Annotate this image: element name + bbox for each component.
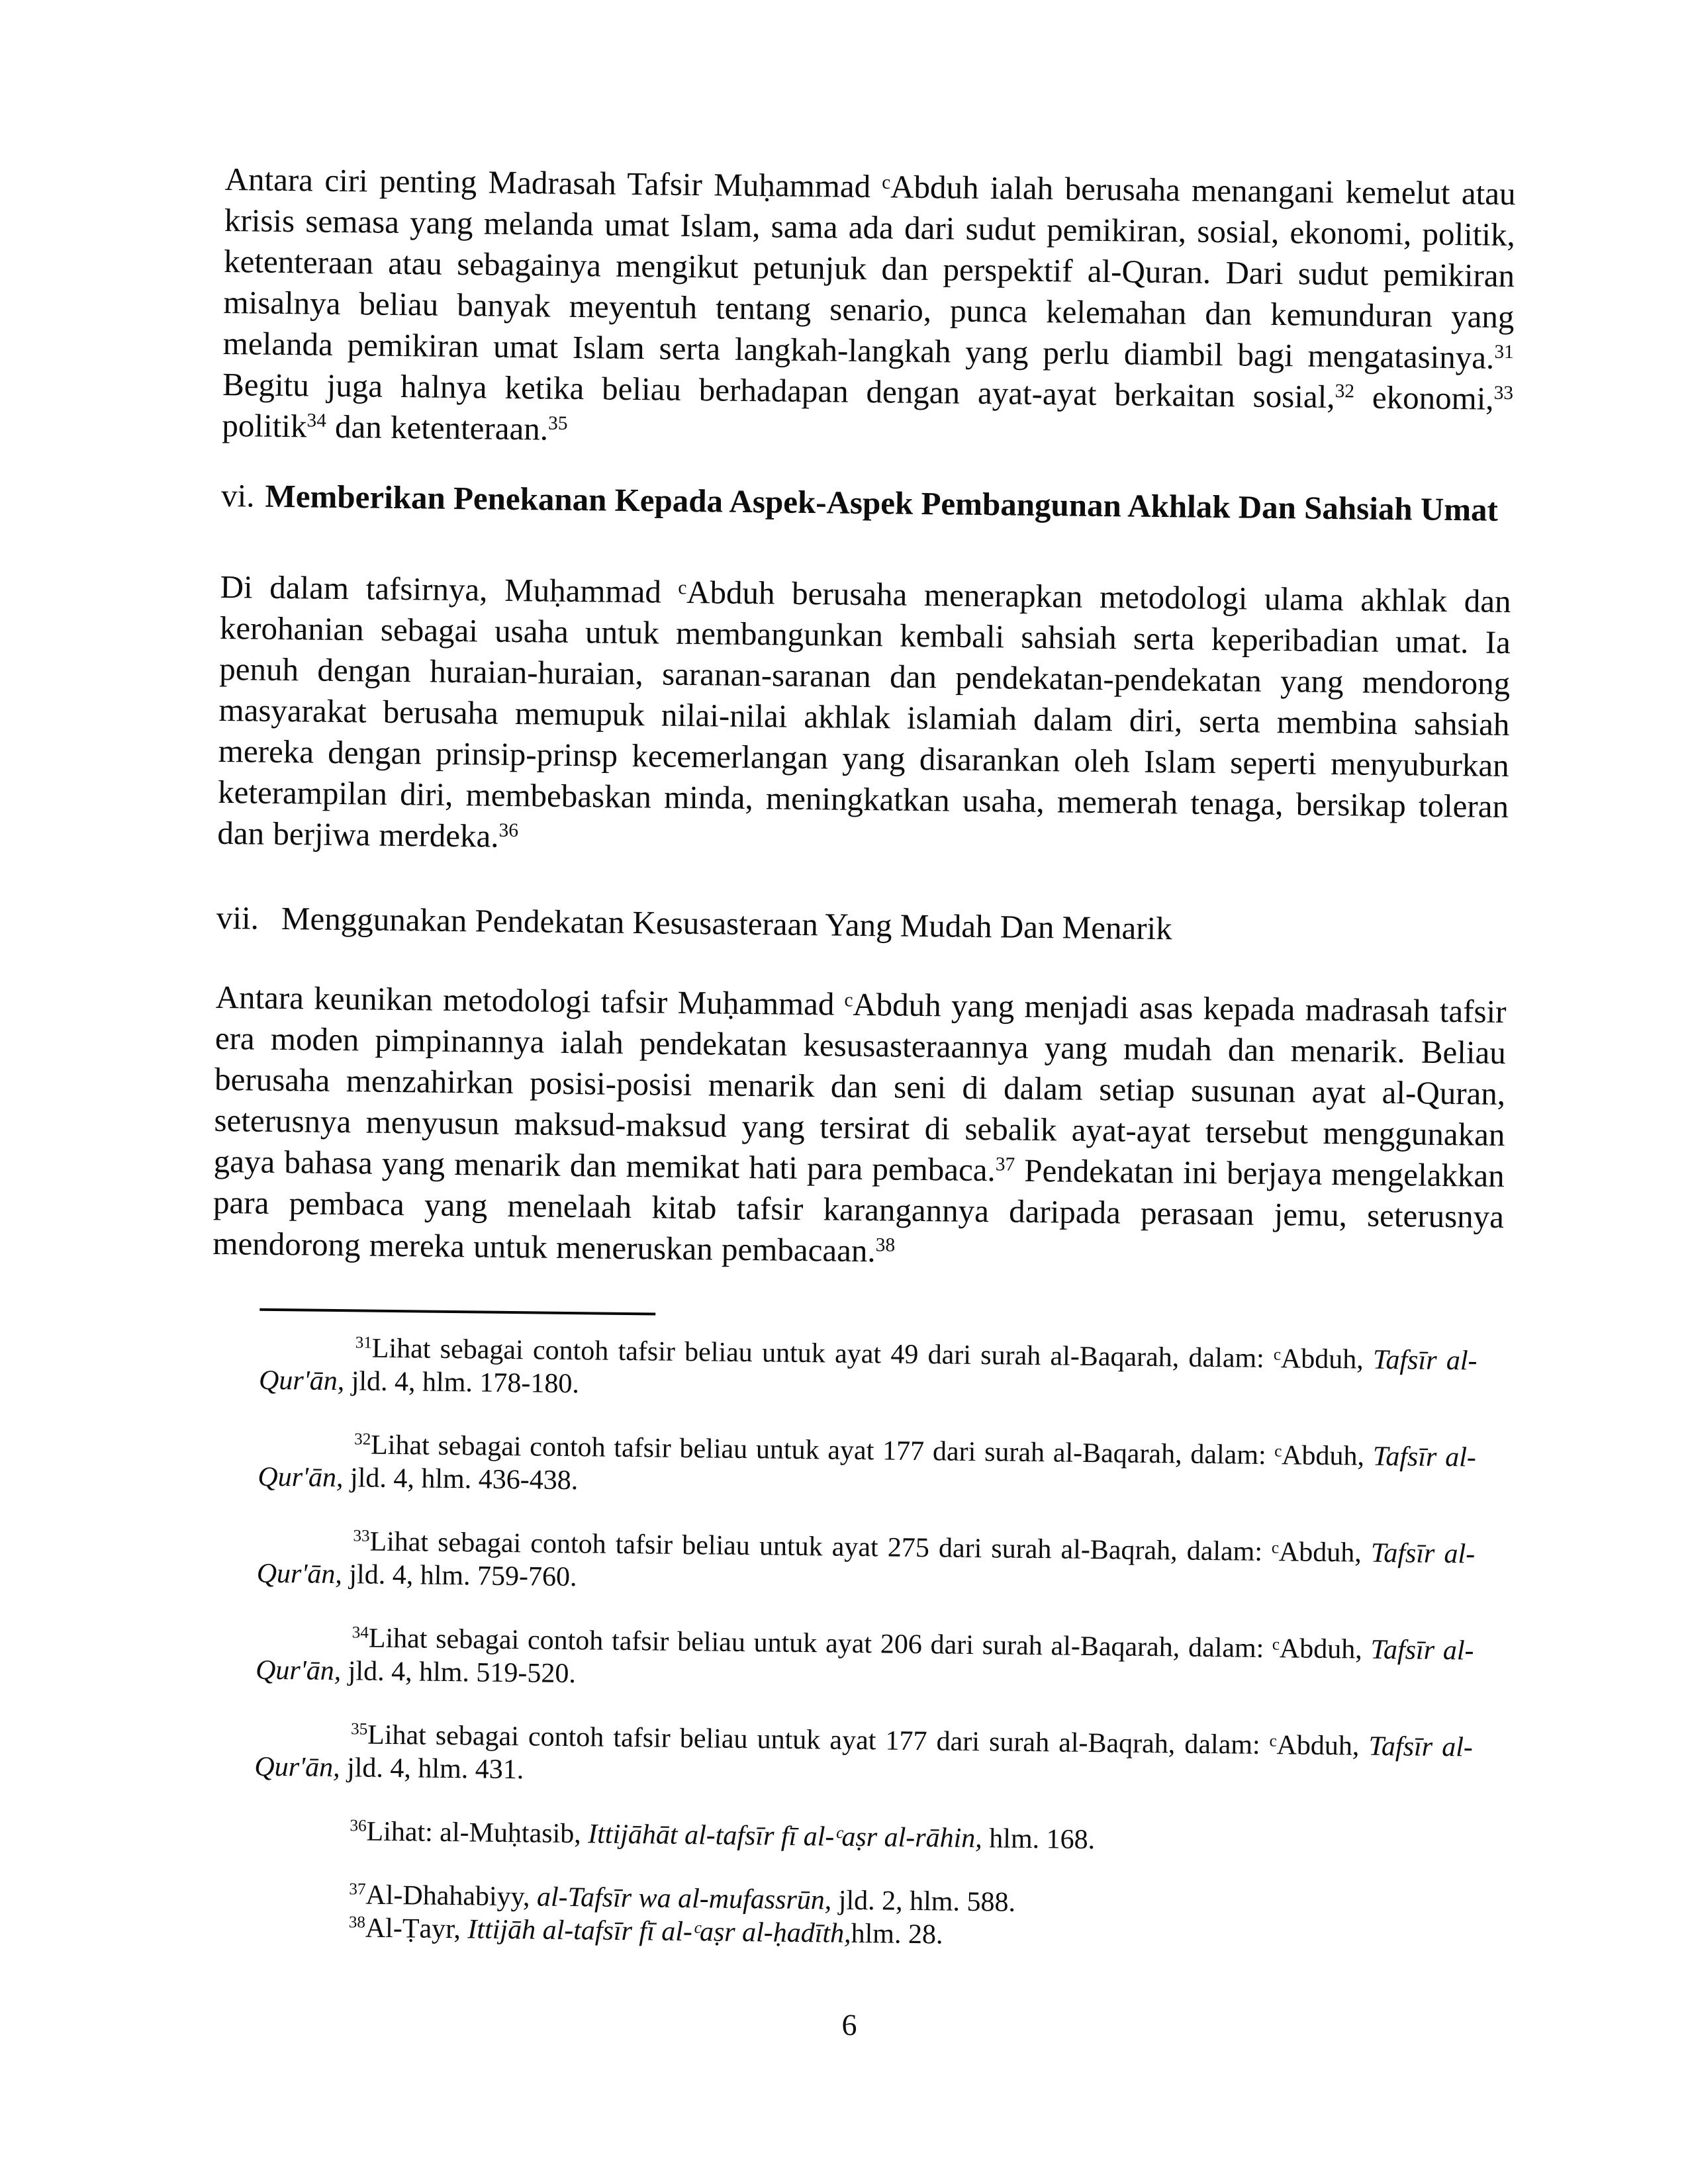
footnote-ref: 38 xyxy=(348,1913,366,1932)
body-paragraph xyxy=(217,567,1511,868)
text-run: Lihat sebagai contoh tafsir beliau untuk ayat 177 dari surah al-Baqarah, dalam: ᶜAbduh, xyxy=(370,1430,1374,1472)
italic-title: Tafsīr al-Qur'ān, xyxy=(255,1634,1474,1687)
italic-title: Tafsīr al-Qur'ān, xyxy=(258,1344,1477,1397)
section-heading-vi xyxy=(221,475,1513,531)
body-paragraph xyxy=(222,159,1516,461)
page-content xyxy=(204,159,1516,2050)
page-number: 6 xyxy=(841,2007,857,2042)
footnote-ref: 36 xyxy=(350,1817,367,1835)
text-run: Di dalam tafsirnya, Muḥammad ᶜAbduh berusaha menerapkan metodologi ulama akhlak dan kerohanian sebagai usaha untuk membangunkan kembali sahsiah serta keperibadian umat. Ia penuh dengan huraian-huraian, saranan-saranan dan pendekatan-pendekatan yang mendorong masyarakat berusaha memupuk nilai-nilai akhlak islamiah dalam diri, serta membina sahsiah mereka dengan prinsip-prinsp kecemerlangan yang disarankan oleh Islam seperti menyuburkan keterampilan diri, membebaskan minda, meningkatkan usaha, memerah tenaga, bersikap toleran dan berjiwa merdeka. xyxy=(217,568,1511,854)
text-run: jld. 4, hlm. 519-520. xyxy=(340,1656,577,1690)
text-run: ekonomi, xyxy=(1354,379,1494,417)
footnote-ref: 38 xyxy=(875,1234,896,1256)
text-run: jld. 4, hlm. 431. xyxy=(340,1752,524,1786)
italic-title: Ittijāh al-tafsīr fī al-ᶜaṣr al-ḥadīth, xyxy=(467,1914,851,1949)
text-run: Al-Ṭayr, xyxy=(365,1913,468,1945)
text-run: jld. 2, hlm. 588. xyxy=(831,1885,1016,1918)
text-run: Lihat sebagai contoh tafsir beliau untuk ayat 177 dari surah al-Baqrah, dalam: ᶜAbduh, xyxy=(367,1719,1369,1762)
footnote-ref: 34 xyxy=(352,1623,369,1642)
footnote-ref: 36 xyxy=(498,819,519,841)
footnote-32 xyxy=(258,1428,1476,1508)
text-run: Antara keunikan metodologi tafsir Muḥammad ᶜAbduh yang menjadi asas kepada madrasah tafsir era moden pimpinannya ialah pendekatan kesusasteraannya yang mudah dan menarik. Beliau berusaha menzahirkan posisi-posisi menarik dan seni di dalam setiap susunan ayat al-Quran, seterusnya menyusun maksud-maksud yang tersirat di sebalik ayat-ayat tersebut menggunakan gaya bahasa yang menarik dan memikat hati para pembaca. xyxy=(213,978,1507,1189)
document-body xyxy=(212,159,1516,1279)
footnote-ref: 33 xyxy=(1493,382,1514,404)
text-run: Antara ciri penting Madrasah Tafsir Muḥammad ᶜAbduh ialah berusaha menangani kemelut atau krisis semasa yang melanda umat Islam, sama ada dari sudut pemikiran, sosial, ekonomi, politik, ketenteraan atau sebagainya mengikut petunjuk dan perspektif al-Quran. Dari sudut pemikiran misalnya beliau banyak meyentuh tentang senario, punca kelemahan dan kemunduran yang melanda pemikiran umat Islam serta langkah-langkah yang perlu diambil bagi mengatasinya. xyxy=(222,160,1516,376)
footnotes-block xyxy=(252,1331,1477,1958)
heading-number: vii. xyxy=(216,899,259,936)
section-heading-vii xyxy=(216,897,1508,953)
heading-number: vi. xyxy=(220,477,255,514)
footnote-separator-rule xyxy=(259,1308,655,1316)
footnote-ref: 37 xyxy=(995,1154,1015,1175)
text-run: politik xyxy=(222,406,307,445)
footnote-ref: 31 xyxy=(1494,341,1514,363)
footnote-ref: 37 xyxy=(349,1880,366,1899)
footnote-35 xyxy=(254,1717,1473,1797)
text-run: Begitu juga halnya ketika beliau berhadapan dengan ayat-ayat berkaitan sosial, xyxy=(222,365,1335,416)
footnote-34 xyxy=(256,1621,1474,1701)
heading-text: Memberikan Penekanan Kepada Aspek-Aspek Pembangunan Akhlak Dan Sahsiah Umat xyxy=(265,477,1499,528)
text-run: hlm. 28. xyxy=(851,1918,943,1950)
text-run: jld. 4, hlm. 436-438. xyxy=(343,1463,579,1496)
footnote-ref: 34 xyxy=(306,410,327,432)
footnote-31 xyxy=(259,1331,1477,1411)
italic-title: al-Tafsīr wa al-mufassrūn, xyxy=(536,1882,832,1916)
italic-title: Tafsīr al-Qur'ān, xyxy=(254,1731,1474,1784)
text-run: jld. 4, hlm. 759-760. xyxy=(342,1559,577,1593)
footnote-36 xyxy=(254,1814,1472,1861)
text-run: Lihat: al-Muḥtasib, xyxy=(366,1816,588,1850)
body-paragraph xyxy=(212,977,1507,1279)
footnote-ref: 32 xyxy=(353,1430,371,1449)
italic-title: Tafsīr al-Qur'ān, xyxy=(256,1537,1476,1590)
text-run: Al-Dhahabiyy, xyxy=(365,1880,538,1913)
footnote-ref: 32 xyxy=(1335,380,1355,402)
footnote-ref: 35 xyxy=(547,412,568,434)
text-run: Lihat sebagai contoh tafsir beliau untuk ayat 206 dari surah al-Baqarah, dalam: ᶜAbduh, xyxy=(368,1623,1371,1665)
text-run: dan ketenteraan. xyxy=(326,408,549,447)
text-run: Lihat sebagai contoh tafsir beliau untuk ayat 49 dari surah al-Baqarah, dalam: ᶜAbduh, xyxy=(371,1333,1374,1375)
heading-text: Menggunakan Pendekatan Kesusasteraan Yang Mudah Dan Menarik xyxy=(281,900,1173,947)
footnote-ref: 33 xyxy=(353,1527,370,1545)
text-run: Lihat sebagai contoh tafsir beliau untuk ayat 275 dari surah al-Baqrah, dalam: ᶜAbduh, xyxy=(369,1526,1372,1569)
text-run: Pendekatan ini berjaya mengelakkan para pembaca yang menelaah kitab tafsir karangannya daripada perasaan jemu, seterusnya mendorong mereka untuk meneruskan pembacaan. xyxy=(212,1152,1505,1269)
italic-title: Ittijāhāt al-tafsīr fī al-ᶜaṣr al-rāhin, xyxy=(588,1819,983,1854)
footnote-ref: 31 xyxy=(355,1334,373,1352)
footnote-33 xyxy=(256,1524,1475,1604)
italic-title: Tafsīr al-Qur'ān, xyxy=(258,1441,1477,1494)
text-run: jld. 4, hlm. 178-180. xyxy=(344,1366,580,1400)
text-run: hlm. 168. xyxy=(982,1823,1096,1856)
footnote-ref: 35 xyxy=(350,1720,368,1739)
